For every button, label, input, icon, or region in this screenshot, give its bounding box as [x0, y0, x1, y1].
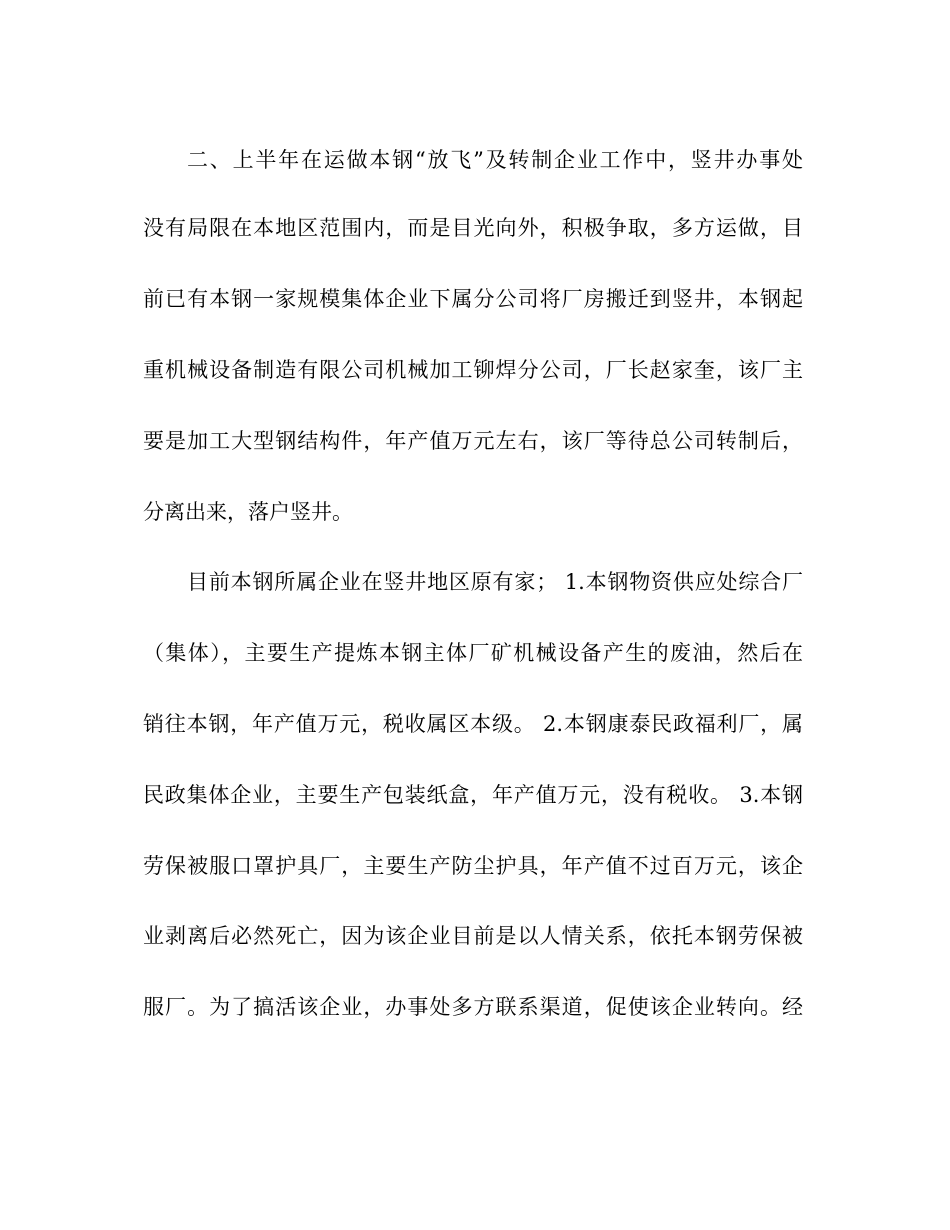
paragraph-1-line-6: 分离出来，落户竖井。 — [143, 500, 353, 524]
paragraph-2-line-6: 业剥离后必然死亡，因为该企业目前是以人情关系，依托本钢劳保被 — [143, 924, 803, 948]
paragraph-2-line-2: （集体），主要生产提炼本钢主体厂矿机械设备产生的废油，然后在 — [143, 641, 803, 665]
paragraph-1-line-4: 重机械设备制造有限公司机械加工铆焊分公司，厂长赵家奎，该厂主 — [143, 358, 803, 382]
paragraph-1-line-5: 要是加工大型钢结构件，年产值万元左右，该厂等待总公司转制后， — [143, 429, 803, 453]
paragraph-1-line-3: 前已有本钢一家规模集体企业下属分公司将厂房搬迁到竖井，本钢起 — [143, 287, 803, 311]
paragraph-2-line-5: 劳保被服口罩护具厂，主要生产防尘护具，年产值不过百万元，该企 — [143, 854, 803, 878]
paragraph-2-line-1: 目前本钢所属企业在竖井地区原有家； 1.本钢物资供应处综合厂 — [187, 570, 803, 594]
paragraph-1-line-1: 二、上半年在运做本钢“放飞”及转制企业工作中，竖井办事处 — [187, 148, 803, 172]
paragraph-2-line-3: 销往本钢，年产值万元，税收属区本级。 2.本钢康泰民政福利厂，属 — [143, 712, 803, 736]
paragraph-2-line-7: 服厂。为了搞活该企业，办事处多方联系渠道，促使该企业转向。经 — [143, 995, 803, 1019]
paragraph-2-line-4: 民政集体企业，主要生产包装纸盒，年产值万元，没有税收。 3.本钢 — [143, 783, 803, 807]
paragraph-1-line-2: 没有局限在本地区范围内，而是目光向外，积极争取，多方运做，目 — [143, 216, 803, 240]
